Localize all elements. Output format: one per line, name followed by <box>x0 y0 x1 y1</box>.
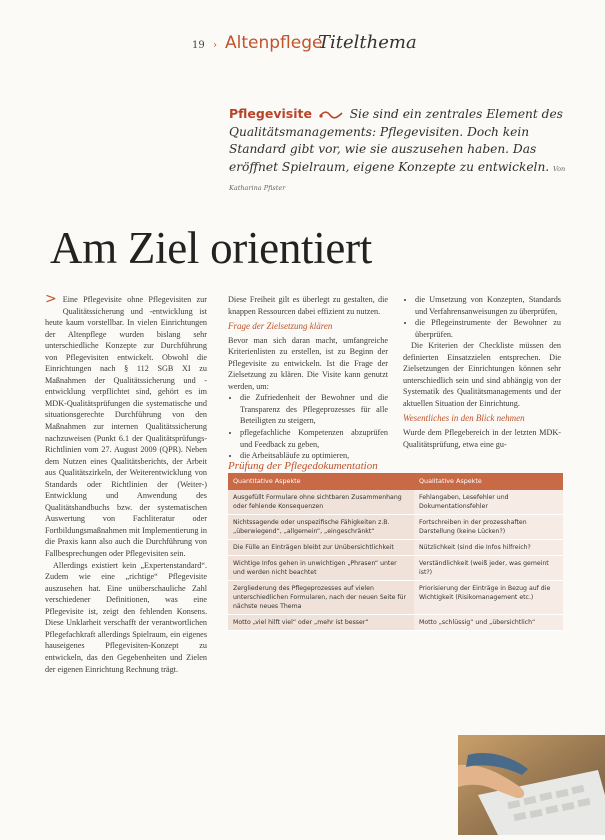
table-cell: Wichtige Infos gehen in unwichtigen „Phrasen“ unter und werden nicht beachtet <box>228 556 414 581</box>
page-number: 19 <box>192 40 205 51</box>
list-item: • die Zufriedenheit der Bewohner und die Transparenz des Pflegeprozesses für alle Beteiligten zu steigern, <box>240 392 388 427</box>
col2-paragraph-1: Diese Freiheit gilt es überlegt zu gestalten, die knappen Ressourcen dabei effizient zu nutzen. <box>228 295 388 316</box>
table-row <box>228 556 563 581</box>
lead-byline: Von Katharina Pfister <box>229 164 566 192</box>
col3-bullet-list <box>403 294 561 340</box>
column-header: Quantitative Aspekte <box>228 473 414 490</box>
text-column-1 <box>45 291 207 675</box>
table-cell: Motto „viel hilft viel“ oder „mehr ist besser“ <box>228 615 414 631</box>
arrow-chevron-icon: > <box>45 291 57 307</box>
table-row <box>228 615 563 631</box>
lead-kicker: Pflegevisite <box>229 106 312 121</box>
table-cell: Ausgefüllt Formulare ohne sichtbaren Zusammenhang oder fehlende Konsequenzen <box>228 490 414 515</box>
documentation-table <box>228 473 563 631</box>
keyboard-hand-image <box>458 735 605 835</box>
section-title: Altenpflege <box>225 33 323 53</box>
col3-subhead: Wesentliches in den Blick nehmen <box>403 413 525 424</box>
col3-paragraph-1: Die Kriterien der Checkliste müssen den definierten Einsatzzielen entsprechen. Die Zielsetzungen der Einrichtungen können sehr unterschiedlich sein und sind abhängig von der Systematik des Qualitätsmanagements und der aktuellen Situation der Einrichtung. <box>403 341 561 408</box>
list-item: • die Arbeitsabläufe zu optimieren, <box>240 450 388 462</box>
table-cell: Die Fülle an Einträgen bleibt zur Unübersichtlichkeit <box>228 540 414 556</box>
table-row <box>228 581 563 615</box>
col2-paragraph-2: Bevor man sich daran macht, umfangreiche Kriterienlisten zu erstellen, ist zu Beginn der Pflegevisite zu entwickeln. Ist die Frage der Zielsetzung zu klären. Die Visite kann genutzt werden, um: <box>228 335 388 391</box>
col2-subhead: Frage der Zielsetzung klären <box>228 321 333 332</box>
table-title: Prüfung der Pflegedokumentation <box>228 460 378 472</box>
table-cell: Fortschreiben in der prozesshaften Darstellung (keine Lücken?) <box>414 515 563 540</box>
table-cell: Motto „schlüssig“ und „übersichtlich“ <box>414 615 563 631</box>
text-column-2 <box>228 294 388 462</box>
table-header-row <box>228 473 563 490</box>
swirl-ornament-icon <box>318 110 344 120</box>
page-separator: › <box>213 40 217 51</box>
col3-paragraph-2: Wurde dem Pflegebereich in der letzten MDK-Qualitätsprüfung, etwa eine gu- <box>403 428 561 449</box>
headline: Am Ziel orientiert <box>50 223 372 273</box>
table-row <box>228 515 563 540</box>
table-cell: Nützlichkeit (sind die Infos hilfreich? <box>414 540 563 556</box>
table-cell: Nichtssagende oder unspezifische Fähigkeiten z.B. „überwiegend“, „allgemein“, „eingeschränkt“ <box>228 515 414 540</box>
keyboard-photo <box>458 735 605 835</box>
topic-title: Titelthema <box>318 32 417 53</box>
table-cell: Zergliederung des Pflegeprozesses auf vielen unterschiedlichen Formularen, nach der neuen Seite für nächste neues Thema <box>228 581 414 615</box>
table-row <box>228 540 563 556</box>
col1-paragraph-1: Eine Pflegevisite ohne Pflegevisiten zur Qualitätssicherung und -entwicklung ist heute kaum vorstellbar. In vielen Einrichtungen der Altenpflege wurden bislang sehr unterschiedliche Konzepte zur Durchführung von Pflegevisiten entwickelt. Obwohl die Einrichtungen nach § 112 SGB XI zu Maßnahmen der Qualitätssicherung und -entwicklung verpflichtet sind, gehört es im MDK-Qualitätsprüfungen die systematische und situationsgerechte Durchführung von den Maßnahmen zur internen Qualitätssicherung nachzuweisen (Punkt 6.1 der Qualitätsprüfungs-Richtlinien vom 27. August 2009 (QPR). Neben dem Nutzen eines Qualitätsberichts, der Arbeit aus Qualitätszirkeln, der Weiterentwicklung von Standards oder Richtlinien der (Weiter-) Entwicklung und Anwendung des Qualitätshandbuchs bzw. der systematischen Auswertung von Fachliteratur oder Fortbildungsmaßnahmen mit Implementierung in die Praxis kann also auch die Durchführung von Fallbesprechungen oder Pflegevisiten sein. <box>45 295 207 559</box>
col1-paragraph-2: Allerdings existiert kein „Expertenstandard“. Zudem wie eine „richtige“ Pflegevisite auszusehen hat. Eine unüberschauliche Zahl verschiedener Definitionen, was eine Pflegevisite ist, zeigt den fehlenden Konsens. Diese Unklarheit verschafft der verantwortlichen Pflegefachkraft allerdings Spielraum, ein eigenes hauseigenes Pflegevisiten-Konzept zu entwickeln, das den Gegebenheiten und Zielen der eigenen Einrichtung Rechnung trägt. <box>45 560 207 674</box>
col2-bullet-list <box>228 392 388 461</box>
list-item: • pflegefachliche Kompetenzen abzuprüfen und Feedback zu geben, <box>240 427 388 450</box>
table-cell: Priorisierung der Einträge in Bezug auf die Wichtigkeit (Risikomanagement etc.) <box>414 581 563 615</box>
table-cell: Fehlangaben, Lesefehler und Dokumentationsfehler <box>414 490 563 515</box>
column-header: Qualitative Aspekte <box>414 473 563 490</box>
table-cell: Verständlichkeit (weiß jeder, was gemeint ist?) <box>414 556 563 581</box>
lead-text: Sie sind ein zentrales Element des Qualitätsmanagements: Pflegevisiten. Doch kein Standard gibt vor, wie sie auszusehen haben. Das eröffnet Spielraum, eigene Konzepte zu entwickeln. <box>229 107 563 174</box>
list-item: • die Umsetzung von Konzepten, Standards und Verfahrensanweisungen zu überprüfen, <box>415 294 561 317</box>
text-column-3 <box>403 294 561 450</box>
list-item: • die Pflegeinstrumente der Bewohner zu überprüfen. <box>415 317 561 340</box>
lead-paragraph <box>229 105 579 198</box>
table-row <box>228 490 563 515</box>
page-header <box>0 0 605 70</box>
